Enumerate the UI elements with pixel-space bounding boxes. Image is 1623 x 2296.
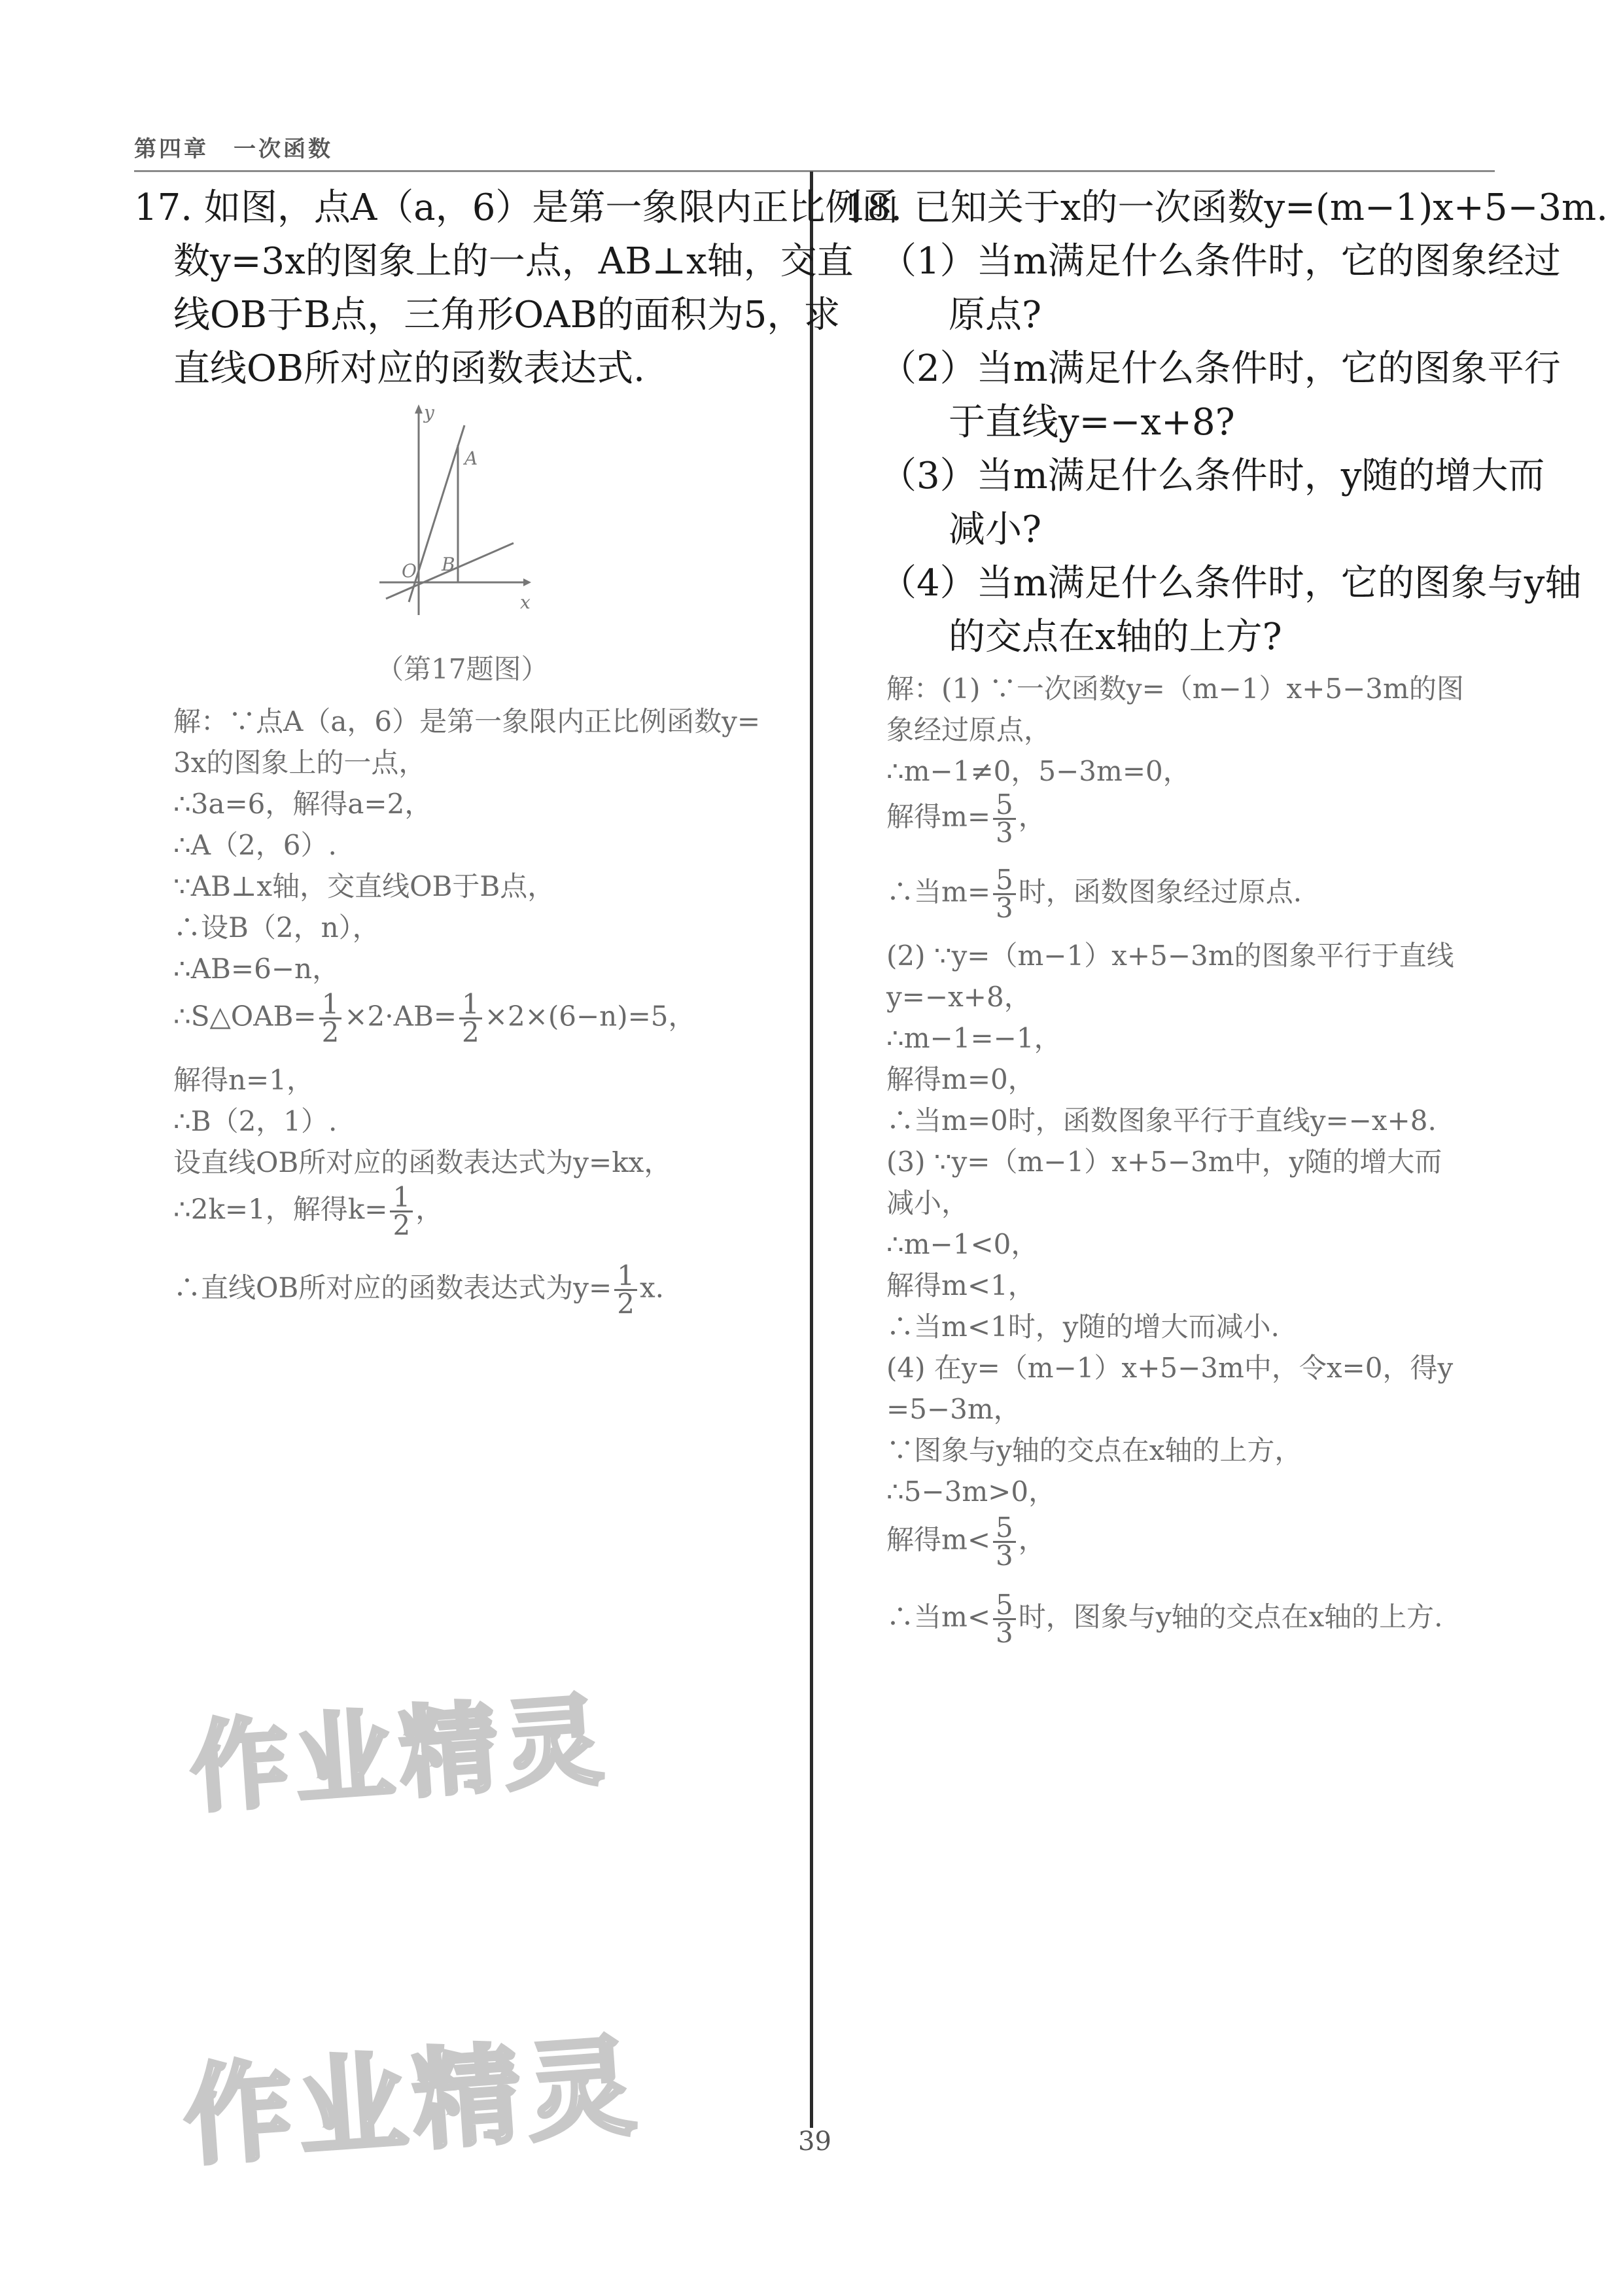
page-number: 39 bbox=[798, 2127, 831, 2157]
a18-line-4: 解得m= $\frac{5}{3}$ ， bbox=[886, 788, 1046, 849]
a17-line-13: ∴直线OB所对应的函数表达式为y= $\frac{1}{2}$ x. bbox=[173, 1260, 664, 1320]
q18-line-6: （3）当m满足什么条件时，y随的增大而 bbox=[880, 455, 1545, 497]
a18-line-14: 解得m<1， bbox=[886, 1269, 1036, 1301]
a17-line-10: ∴B（2，1）. bbox=[173, 1105, 338, 1137]
a18-line-18: ∵图象与y轴的交点在x轴的上方， bbox=[886, 1434, 1302, 1466]
a17-line-2: 3x的图象上的一点， bbox=[173, 747, 427, 779]
a18-line-10: ∴当m=0时，函数图象平行于直线y=−x+8. bbox=[886, 1104, 1437, 1137]
q18-line-7: 减小? bbox=[949, 508, 1042, 551]
x-axis-label: x bbox=[520, 592, 531, 613]
a17-line-3: ∴3a=6，解得a=2， bbox=[173, 788, 432, 820]
a17-line-1: 解：∵点A（a，6）是第一象限内正比例函数y= bbox=[173, 705, 761, 737]
a17-line-8: ∴S△OAB= $\frac{1}{2}$ ×2·AB= $\frac{1}{2}$ ×2×(6−n)=5， bbox=[173, 988, 696, 1048]
watermark-logo: 作业精灵 bbox=[180, 2022, 646, 2181]
a18-line-8: ∴m−1=−1， bbox=[886, 1022, 1062, 1054]
q18-line-9: 的交点在x轴的上方? bbox=[949, 616, 1282, 658]
a18-line-11: (3) ∵y=（m−1）x+5−3m中，y随的增大而 bbox=[886, 1146, 1442, 1178]
a18-line-5: ∴当m= $\frac{5}{3}$ 时，函数图象经过原点. bbox=[886, 864, 1302, 924]
a17-line-9: 解得n=1， bbox=[173, 1064, 314, 1096]
a17-line-4: ∴A（2，6）. bbox=[173, 829, 337, 861]
fraction: $\frac{1}{2}$ bbox=[459, 991, 482, 1046]
watermark-logo: 作业精灵 bbox=[186, 1683, 613, 1827]
fraction: $\frac{5}{3}$ bbox=[993, 1592, 1016, 1646]
a17-line-5: ∵AB⊥x轴，交直线OB于B点， bbox=[173, 870, 555, 902]
chapter-title: 第四章 一次函数 bbox=[134, 136, 333, 162]
q17-line-4: 直线OB所对应的函数表达式. bbox=[173, 347, 645, 390]
y-axis-label: y bbox=[424, 402, 434, 423]
a18-line-3: ∴m−1≠0，5−3m=0， bbox=[886, 755, 1191, 787]
q17-line-1: 17. 如图，点A（a，6）是第一象限内正比例函 bbox=[134, 186, 899, 229]
a18-line-15: ∴当m<1时，y随的增大而减小. bbox=[886, 1311, 1280, 1343]
a17-line-11: 设直线OB所对应的函数表达式为y=kx， bbox=[173, 1146, 672, 1178]
fraction: $\frac{5}{3}$ bbox=[993, 867, 1016, 921]
chapter-header bbox=[134, 131, 1495, 172]
q17-figure-caption: （第17题图） bbox=[376, 653, 549, 685]
a18-line-19: ∴5−3m>0， bbox=[886, 1475, 1056, 1508]
point-a-label: A bbox=[464, 448, 478, 469]
a18-line-21: ∴当m< $\frac{5}{3}$ 时，图象与y轴的交点在x轴的上方. bbox=[886, 1589, 1443, 1649]
a18-line-13: ∴m−1<0， bbox=[886, 1228, 1039, 1260]
a18-line-6: (2) ∵y=（m−1）x+5−3m的图象平行于直线 bbox=[886, 940, 1454, 972]
q18-line-1: 18. 已知关于x的一次函数y=(m−1)x+5−3m. bbox=[844, 186, 1608, 229]
a17-line-12: ∴2k=1，解得k= $\frac{1}{2}$ ， bbox=[173, 1181, 444, 1241]
fraction: $\frac{1}{2}$ bbox=[390, 1184, 413, 1239]
q18-line-2: （1）当m满足什么条件时，它的图象经过 bbox=[880, 240, 1561, 283]
q17-line-2: 数y=3x的图象上的一点，AB⊥x轴，交直 bbox=[173, 240, 854, 283]
q17-figure bbox=[373, 399, 543, 622]
a18-line-1: 解：(1) ∵一次函数y=（m−1）x+5−3m的图 bbox=[886, 673, 1464, 705]
line-oa bbox=[409, 425, 464, 602]
a17-line-7: ∴AB=6−n， bbox=[173, 953, 340, 985]
point-b-label: B bbox=[442, 554, 455, 575]
a18-line-17: =5−3m， bbox=[886, 1393, 1021, 1425]
origin-label: O bbox=[402, 560, 417, 582]
q18-line-8: （4）当m满足什么条件时，它的图象与y轴 bbox=[880, 562, 1582, 605]
q17-line-3: 线OB于B点，三角形OAB的面积为5，求 bbox=[173, 294, 841, 336]
fraction: $\frac{1}{2}$ bbox=[614, 1263, 637, 1317]
fraction: $\frac{1}{2}$ bbox=[319, 991, 342, 1046]
column-divider bbox=[810, 171, 813, 2128]
a18-line-7: y=−x+8， bbox=[886, 981, 1032, 1013]
a18-line-2: 象经过原点， bbox=[886, 714, 1052, 746]
fraction: $\frac{5}{3}$ bbox=[993, 1515, 1016, 1569]
a17-line-6: ∴设B（2，n）， bbox=[173, 911, 380, 944]
a18-line-20: 解得m< $\frac{5}{3}$ ， bbox=[886, 1511, 1046, 1572]
a18-line-16: (4) 在y=（m−1）x+5−3m中，令x=0，得y bbox=[886, 1352, 1454, 1384]
a18-line-9: 解得m=0， bbox=[886, 1063, 1036, 1095]
a18-line-12: 减小， bbox=[886, 1187, 969, 1219]
q18-line-4: （2）当m满足什么条件时，它的图象平行 bbox=[880, 347, 1561, 390]
q18-line-3: 原点? bbox=[949, 294, 1042, 336]
fraction: $\frac{5}{3}$ bbox=[993, 792, 1016, 846]
q18-line-5: 于直线y=−x+8? bbox=[949, 401, 1235, 444]
